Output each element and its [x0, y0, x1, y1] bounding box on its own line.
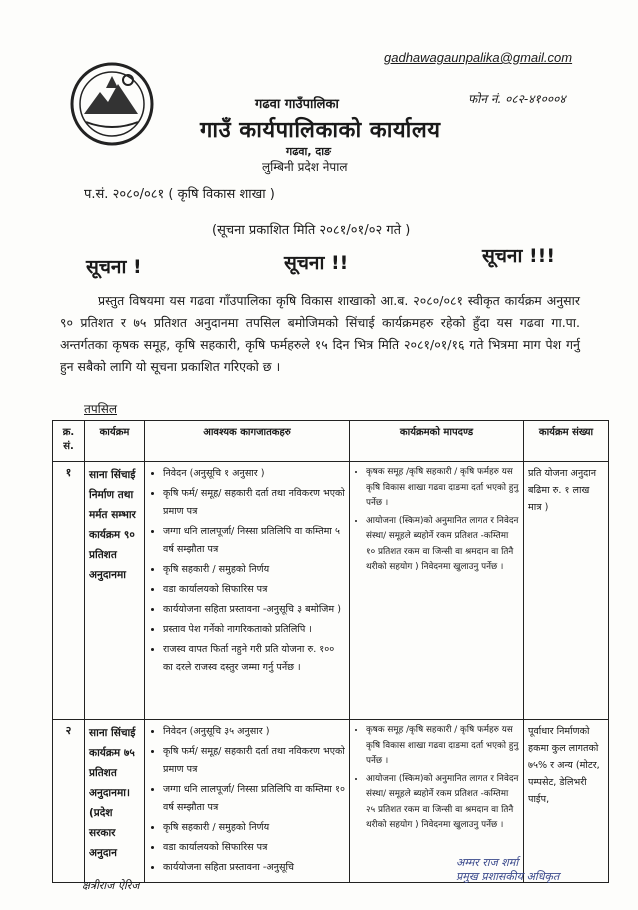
row-documents [145, 720, 350, 883]
document-item: • निवेदन (अनुसूचि १ अनुसार ) [163, 465, 345, 483]
criteria-item: • आयोजना (स्किम)को अनुमानित लागत र निवेदन संस्था/ समूहले ब्यहोर्ने रकम प्रतिशत -कम्तिमा २५ प्रतिशत रकम वा जिन्सी वा श्रमदान वा तिनै थरीको सहयोग ) निवेदनमा खुलाउनु पर्नेछ । [366, 772, 519, 834]
notice-title-2: सूचना !! [284, 252, 349, 274]
row-program: साना सिंचाई कार्यक्रम ७५ प्रतिशत अनुदानमा। (प्रदेश सरकार अनुदान [85, 720, 145, 883]
signature-right [456, 856, 559, 884]
row-documents [145, 462, 350, 720]
document-item: • कृषि सहकारी / समुहको निर्णय [163, 819, 345, 837]
document-item: • कार्ययोजना सहिता प्रस्तावना -अनुसूचि ३ बमोजिम ) [163, 601, 345, 619]
schedule-label: तपसिल [84, 402, 118, 416]
row-criteria [350, 462, 524, 720]
header-serial: क्र. सं. [53, 421, 85, 462]
criteria-item: • आयोजना (स्किम)को अनुमानित लागत र निवेदन संस्था/ समूहले ब्यहोर्ने रकम प्रतिशत -कम्तिमा १० प्रतिशत रकम वा जिन्सी वा श्रमदान वा तिनै थरीको सहयोग ) निवेदनमा खुलाउनु पर्नेछ । [366, 514, 519, 576]
row-program: साना सिंचाई निर्माण तथा मर्मत सम्भार कार्यक्रम ९० प्रतिशत अनुदानमा [85, 462, 145, 720]
header-count: कार्यक्रम संख्या [524, 421, 609, 462]
criteria-item: • कृषक समूह /कृषि सहकारी / कृषि फर्महरु यस कृषि विकास शाखा गढवा दाङमा दर्ता भएको हुनु पर्नेछ । [366, 723, 519, 770]
notice-title-3: सूचना !!! [482, 245, 555, 267]
municipality-logo-emblem [66, 58, 158, 150]
header-documents: आवश्यक कागजातकहरु [145, 421, 350, 462]
rural-municipality-name: गढवा गाउँपालिका [255, 97, 339, 112]
office-email: gadhawagaunpalika@gmail.com [384, 50, 573, 65]
row-subsidy: प्रति योजना अनुदान बढिमा रु. १ लाख मात्र ) [524, 462, 609, 720]
document-item: • निवेदन (अनुसूचि ३५ अनुसार ) [163, 723, 345, 741]
notice-body-paragraph: प्रस्तुत विषयमा यस गढवा गाँउपालिका कृषि विकास शाखाको आ.ब. २०८०/०८१ स्वीकृत कार्यक्रम अनुसार ९० प्रतिशत र ७५ प्रतिशत अनुदानमा तपसिल बमोजिमको सिंचाई कार्यक्रमहरु रहेको हुँदा यस गढवा गा.पा. अन्तर्गतका कृषक समूह, कृषि सहकारी, कृषि फर्महरुले १५ दिन भित्र मिति २०८१/०१/१६ गते भित्रमा माग पेश गर्नु हुन सबैको लागि यो सूचना प्रकाशित गरिएको छ । [60, 293, 580, 374]
signatory-title: प्रमुख प्रशासकीय अधिकृत [456, 870, 560, 883]
table-header-row [53, 421, 609, 462]
document-item: • वडा कार्यालयको सिफारिस पत्र [163, 581, 345, 599]
document-item: • कृषि फर्म/ समूह/ सहकारी दर्ता तथा नविकरण भएको प्रमाण पत्र [163, 743, 345, 779]
schedule-table [52, 420, 609, 883]
row-subsidy: पूर्वाधार निर्माणको हकमा कुल लागतको ७५% र अन्य (मोटर, पम्पसेट, डेलिभरी पाईप, [524, 720, 609, 883]
row-serial: १ [53, 462, 85, 720]
document-item: • कृषि सहकारी / समुहको निर्णय [163, 561, 345, 579]
row-serial: २ [53, 720, 85, 883]
table-row [53, 462, 609, 720]
office-phone: फोन नं. ०८२-४१०००४ [468, 92, 566, 106]
notice-title-1: सूचना ! [86, 256, 142, 278]
address-line-1: गढवा, दाङ [286, 145, 332, 158]
reference-number: प.सं. २०८०/०८१ ( कृषि विकास शाखा ) [84, 187, 275, 202]
document-item: • राजस्व वापत फिर्ता नहुने गरी प्रति योजना रु. १०० का दरले राजस्व दस्तुर जम्मा गर्नु पर्नेछ । [163, 641, 345, 677]
criteria-item: • कृषक समूह /कृषि सहकारी / कृषि फर्महरु यस कृषि विकास शाखा गढवा दाङमा दर्ता भएको हुनु पर्नेछ । [366, 465, 519, 512]
header-criteria: कार्यक्रमको मापदण्ड [350, 421, 524, 462]
document-item: • जग्गा धनि लालपूर्जा/ निस्सा प्रतिलिपि वा कम्तिमा १० वर्ष सम्झौता पत्र [163, 781, 345, 817]
published-date: (सूचना प्रकाशित मिति २०८१/०१/०२ गते ) [212, 223, 411, 238]
document-item: • कृषि फर्म/ समूह/ सहकारी दर्ता तथा नविकरण भएको प्रमाण पत्र [163, 485, 345, 521]
office-name-heading: गाउँ कार्यपालिकाको कार्यालय [200, 118, 441, 143]
header-program: कार्यक्रम [85, 421, 145, 462]
address-line-2: लुम्बिनी प्रदेश नेपाल [262, 160, 348, 174]
signatory-name: अम्मर राज शर्मा [456, 856, 519, 869]
document-item: • प्रस्ताव पेश गर्नेको नागरिकताको प्रतिलिपि । [163, 621, 345, 639]
document-item: • कार्ययोजना सहिता प्रस्तावना -अनुसूचि [163, 859, 345, 877]
document-item: • जग्गा धनि लालपूर्जा/ निस्सा प्रतिलिपि वा कम्तिमा ५ वर्ष सम्झौता पत्र [163, 523, 345, 559]
document-item: • वडा कार्यालयको सिफारिस पत्र [163, 839, 345, 857]
signature-left: क्षत्रीराज ऐरिज [82, 879, 140, 892]
